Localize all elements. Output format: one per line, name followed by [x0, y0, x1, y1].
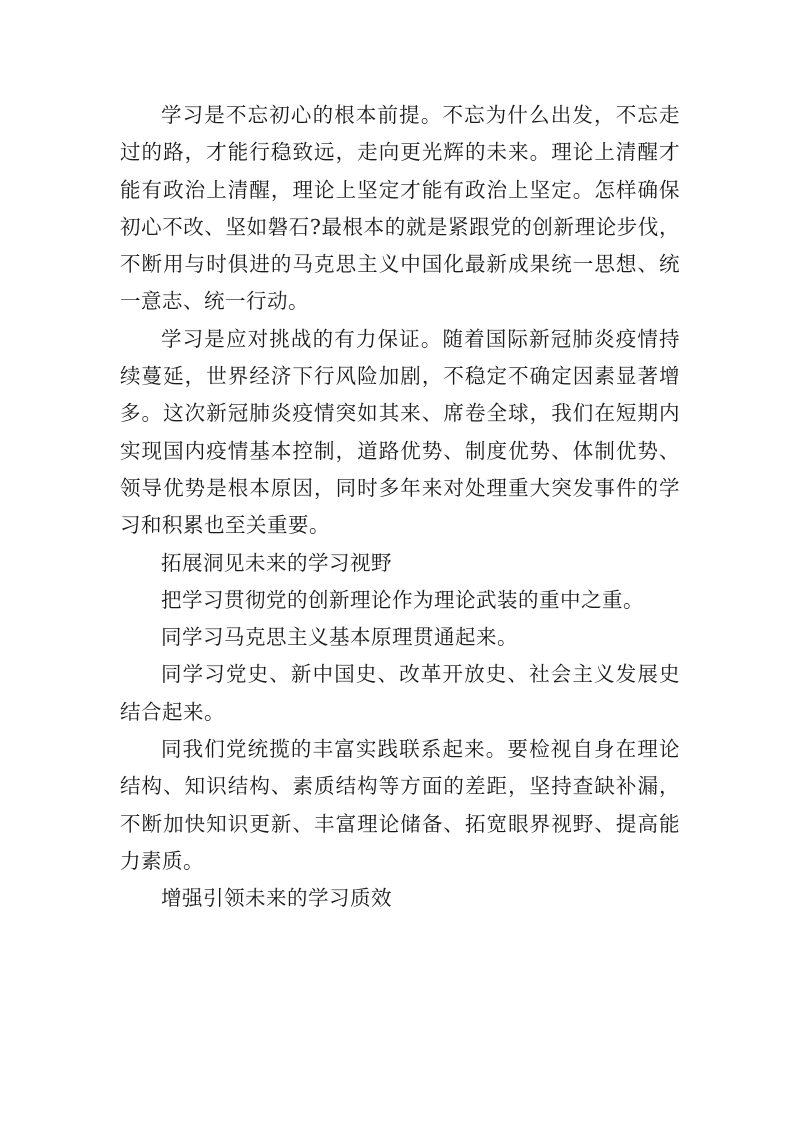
paragraph-learning-guarantee: 学习是应对挑战的有力保证。随着国际新冠肺炎疫情持续蔓延，世界经济下行风险加剧，不稳定不确定因素显著增多。这次新冠肺炎疫情突如其来、席卷全球，我们在短期内实现国内疫情基本控制，道路优势、制度优势、体制优势、领导优势是根本原因，同时多年来对处理重大突发事件的学习和积累也至关重要。	[120, 326, 680, 538]
document-body	[120, 97, 680, 918]
paragraph-learning-premise: 学习是不忘初心的根本前提。不忘为什么出发，不忘走过的路，才能行稳致远，走向更光辉的未来。理论上清醒才能有政治上清醒，理论上坚定才能有政治上坚定。怎样确保初心不改、坚如磐石?最根本的就是紧跟党的创新理论步伐，不断用与时俱进的马克思主义中国化最新成果统一思想、统一意志、统一行动。	[120, 103, 680, 314]
list-item: 同我们党统揽的丰富实践联系起来。要检视自身在理论结构、知识结构、素质结构等方面的差距，坚持查缺补漏，不断加快知识更新、丰富理论储备、拓宽眼界视野、提高能力素质。	[120, 737, 680, 873]
list-item: 同学习马克思主义基本原理贯通起来。	[161, 625, 518, 650]
section-heading-effectiveness: 增强引领未来的学习质效	[161, 886, 392, 911]
list-item: 同学习党史、新中国史、改革开放史、社会主义发展史结合起来。	[120, 662, 680, 724]
section-heading-vision: 拓展洞见未来的学习视野	[161, 550, 392, 575]
list-item: 把学习贯彻党的创新理论作为理论武装的重中之重。	[161, 587, 644, 612]
